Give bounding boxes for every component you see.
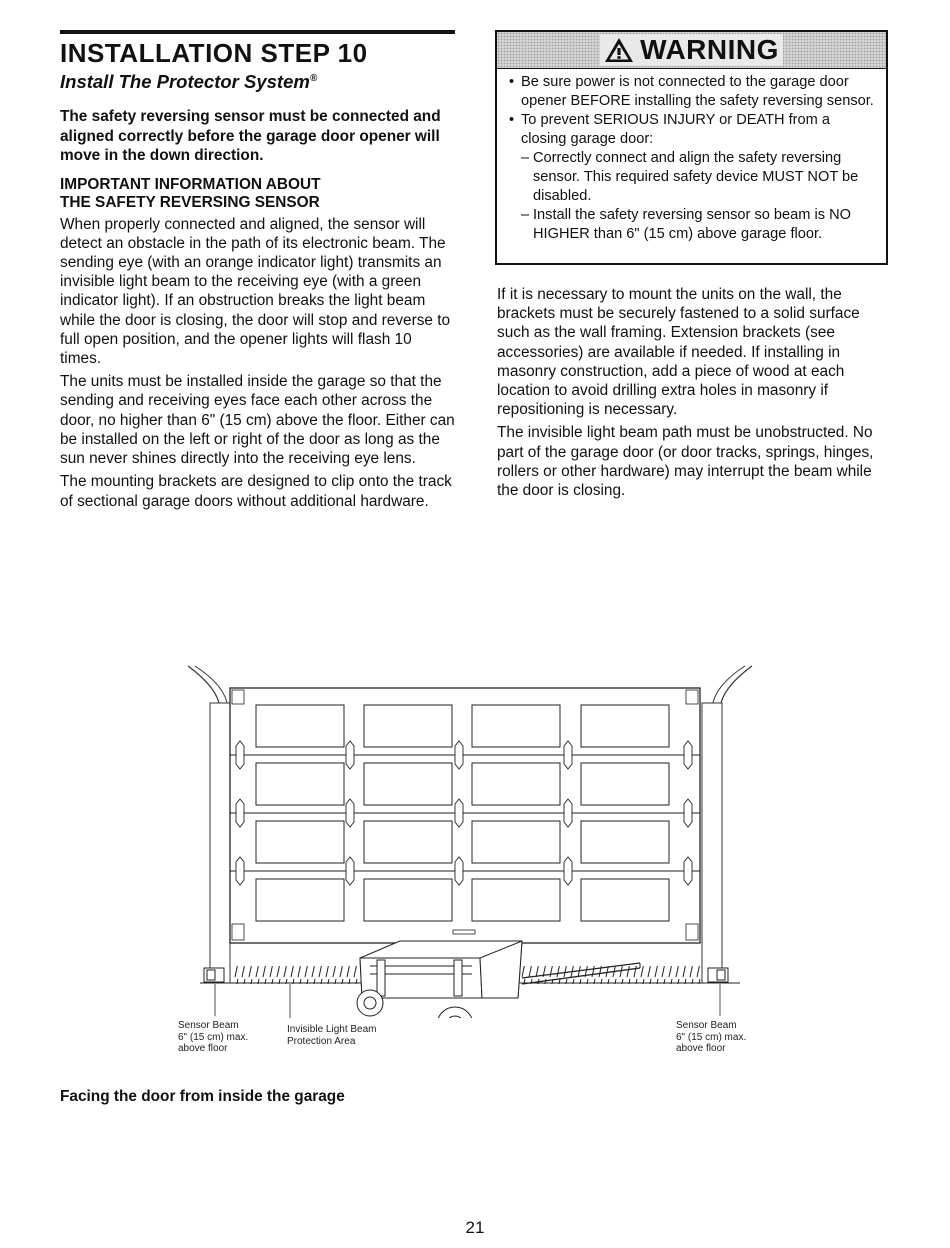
step-subtitle xyxy=(60,68,455,93)
step-title: INSTALLATION STEP 10 xyxy=(60,38,368,68)
registered-mark: ® xyxy=(309,73,318,84)
left-column xyxy=(60,30,455,515)
warning-sub-item xyxy=(509,149,874,206)
dash-mark: – xyxy=(521,150,530,166)
label-line: Sensor Beam xyxy=(676,1020,737,1031)
sensor-left xyxy=(204,968,224,982)
beam-area-label xyxy=(287,1024,377,1047)
section-heading-line-2: THE SAFETY REVERSING SENSOR xyxy=(60,194,320,212)
warning-header xyxy=(497,32,886,69)
warning-title-text: WARNING xyxy=(640,34,779,65)
right-sensor-label xyxy=(676,1020,746,1055)
garage-door-figure xyxy=(170,658,770,1078)
label-line: 6" (15 cm) max. xyxy=(676,1031,747,1043)
warning-bullet-text: Be sure power is not connected to the garage door opener BEFORE installing the safety reversing sensor. xyxy=(521,74,874,109)
label-line: Invisible Light Beam xyxy=(287,1024,377,1035)
label-line: 6" (15 cm) max. xyxy=(178,1031,249,1043)
warning-body xyxy=(497,69,886,244)
section-heading xyxy=(60,176,455,213)
left-sensor-label xyxy=(178,1020,248,1055)
label-line: Protection Area xyxy=(287,1035,356,1047)
warning-sub-item xyxy=(509,206,874,244)
warning-bullet xyxy=(509,73,874,111)
paragraph-sensor-operation: When properly connected and aligned, the sensor will detect an obstacle in the path of its electronic beam. The sending eye (with an orange indicator light) transmits an invisible light beam to the receiving eye (with a green indicator light). If an obstruction breaks the light beam while the door is closing, the door will stop and reverse to full open position, and the opener lights will flash 10 times. xyxy=(60,215,451,368)
right-column xyxy=(497,285,889,504)
garage-door-illustration xyxy=(170,658,770,1018)
title-rule xyxy=(60,30,455,34)
warning-bullet xyxy=(509,111,874,149)
section-heading-line-1: IMPORTANT INFORMATION ABOUT xyxy=(60,175,321,193)
paragraph-wall-mounting: If it is necessary to mount the units on the wall, the brackets must be securely fastened to a solid surface such as the wall framing. Extension brackets (see accessories) are available if needed. If installing in masonry construction, add a piece of wood at each location to avoid drilling extra holes in masonry if repositioning is necessary. xyxy=(497,286,860,419)
label-line: above floor xyxy=(178,1043,228,1054)
figure-caption: Facing the door from inside the garage xyxy=(60,1088,345,1105)
paragraph-beam-path: The invisible light beam path must be unobstructed. No part of the garage door (or door tracks, springs, hinges, rollers or other hardware) may interrupt the beam while the door is closing. xyxy=(497,424,874,500)
dash-mark: – xyxy=(521,207,530,223)
warning-box xyxy=(495,30,888,265)
step-subtitle-text: Install The Protector System xyxy=(60,71,310,93)
sensor-right xyxy=(708,968,728,982)
label-line: Sensor Beam xyxy=(178,1020,239,1031)
paragraph-sensor-placement: The units must be installed inside the garage so that the sending and receiving eyes face each other across the door, no higher than 6" (15 cm) above the floor. Either can be installed on the left or right of the door as long as the sun never shines directly into the receiving eye lens. xyxy=(60,373,455,468)
label-line: above floor xyxy=(676,1043,726,1054)
bullet-mark: • xyxy=(509,74,515,90)
warning-triangle-icon xyxy=(604,37,634,63)
paragraph-mounting-brackets: The mounting brackets are designed to clip onto the track of sectional garage doors without additional hardware. xyxy=(60,473,452,510)
warning-sub-text: Install the safety reversing sensor so beam is NO HIGHER than 6" (15 cm) above garage floor. xyxy=(533,207,851,242)
page-number: 21 xyxy=(465,1218,485,1237)
warning-sub-text: Correctly connect and align the safety reversing sensor. This required safety device MUST NOT be disabled. xyxy=(533,150,859,204)
bullet-mark: • xyxy=(509,112,515,128)
lead-paragraph: The safety reversing sensor must be connected and aligned correctly before the garage door opener will move in the down direction. xyxy=(60,108,441,165)
warning-bullet-text: To prevent SERIOUS INJURY or DEATH from a closing garage door: xyxy=(521,112,830,147)
warning-title xyxy=(600,34,783,66)
